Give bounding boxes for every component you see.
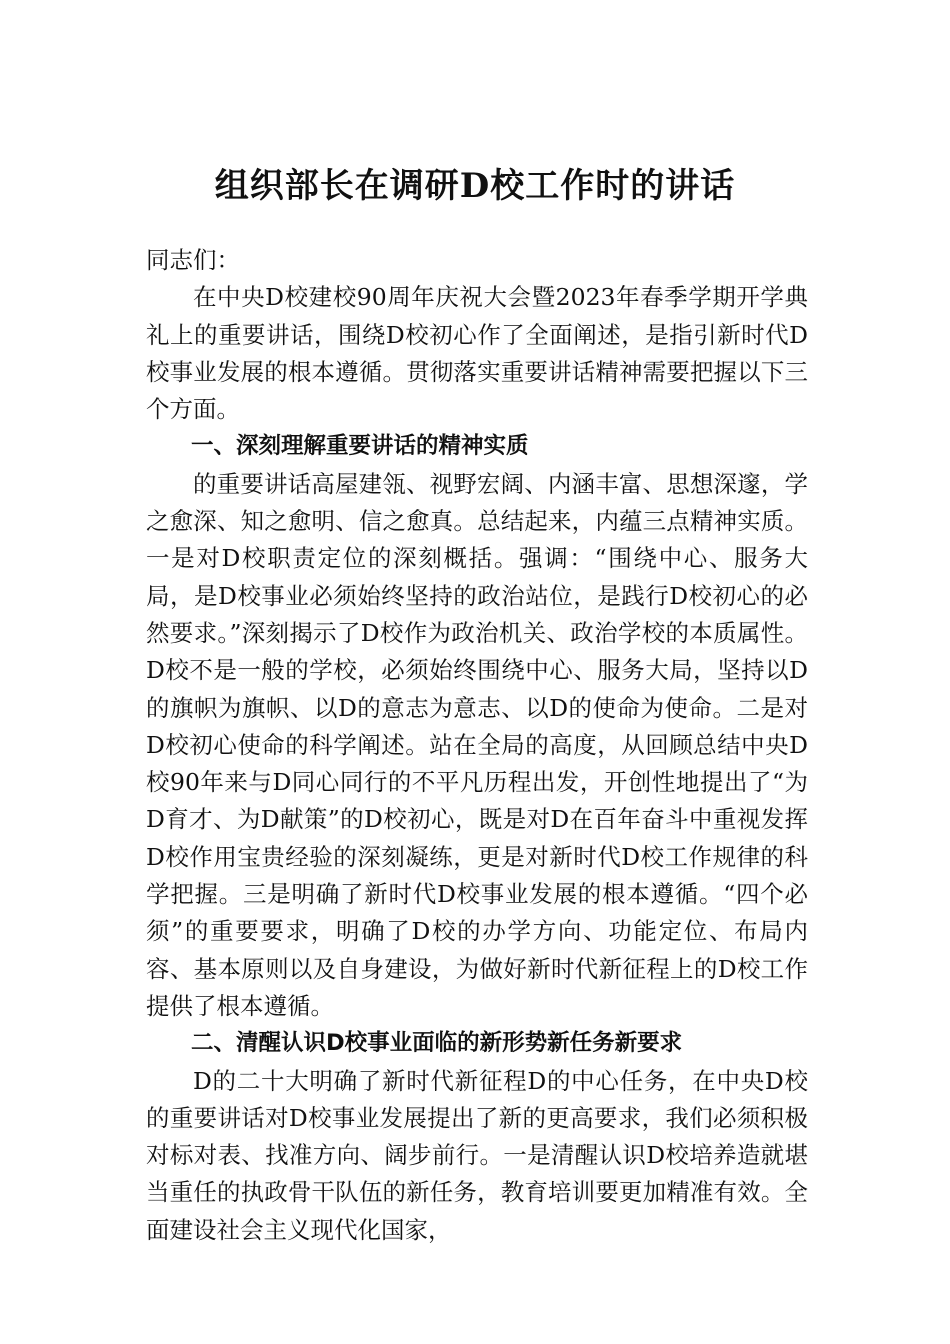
document-title: 组织部长在调研D校工作时的讲话: [214, 166, 736, 206]
document-body: [146, 242, 808, 1249]
intro-paragraph: 在中央D校建校90周年庆祝大会暨2023年春季学期开学典礼上的重要讲话，围绕D校初心作了全面阐述，是指引新时代D校事业发展的根本遵循。贯彻落实重要讲话精神需要把握以下三个方面。: [146, 283, 808, 424]
salutation: 同志们：: [146, 246, 240, 274]
section-1-paragraph: 的重要讲话高屋建瓴、视野宏阔、内涵丰富、思想深邃，学之愈深、知之愈明、信之愈真。总结起来，内蕴三点精神实质。一是对D校职责定位的深刻概括。强调：“围绕中心、服务大局，是D校事业必须始终坚持的政治站位，是践行D校初心的必然要求。”深刻揭示了D校作为政治机关、政治学校的本质属性。D校不是一般的学校，必须始终围绕中心、服务大局，坚持以D的旗帜为旗帜、以D的意志为意志、以D的使命为使命。二是对D校初心使命的科学阐述。站在全局的高度，从回顾总结中央D校90年来与D同心同行的不平凡历程出发，开创性地提出了“为D育才、为D献策”的D校初心，既是对D在百年奋斗中重视发挥D校作用宝贵经验的深刻凝练，更是对新时代D校工作规律的科学把握。三是明确了新时代D校事业发展的根本遵循。“四个必须”的重要要求，明确了D校的办学方向、功能定位、布局内容、基本原则以及自身建设，为做好新时代新征程上的D校工作提供了根本遵循。: [146, 469, 808, 1020]
section-2-paragraph: D的二十大明确了新时代新征程D的中心任务，在中央D校的重要讲话对D校事业发展提出了新的更高要求，我们必须积极对标对表、找准方向、阔步前行。一是清醒认识D校培养造就堪当重任的执政骨干队伍的新任务，教育培训要更加精准有效。全面建设社会主义现代化国家，: [146, 1066, 808, 1244]
section-heading-2: 二、清醒认识D校事业面临的新形势新任务新要求: [191, 1030, 683, 1057]
section-heading-1: 一、深刻理解重要讲话的精神实质: [191, 433, 529, 460]
